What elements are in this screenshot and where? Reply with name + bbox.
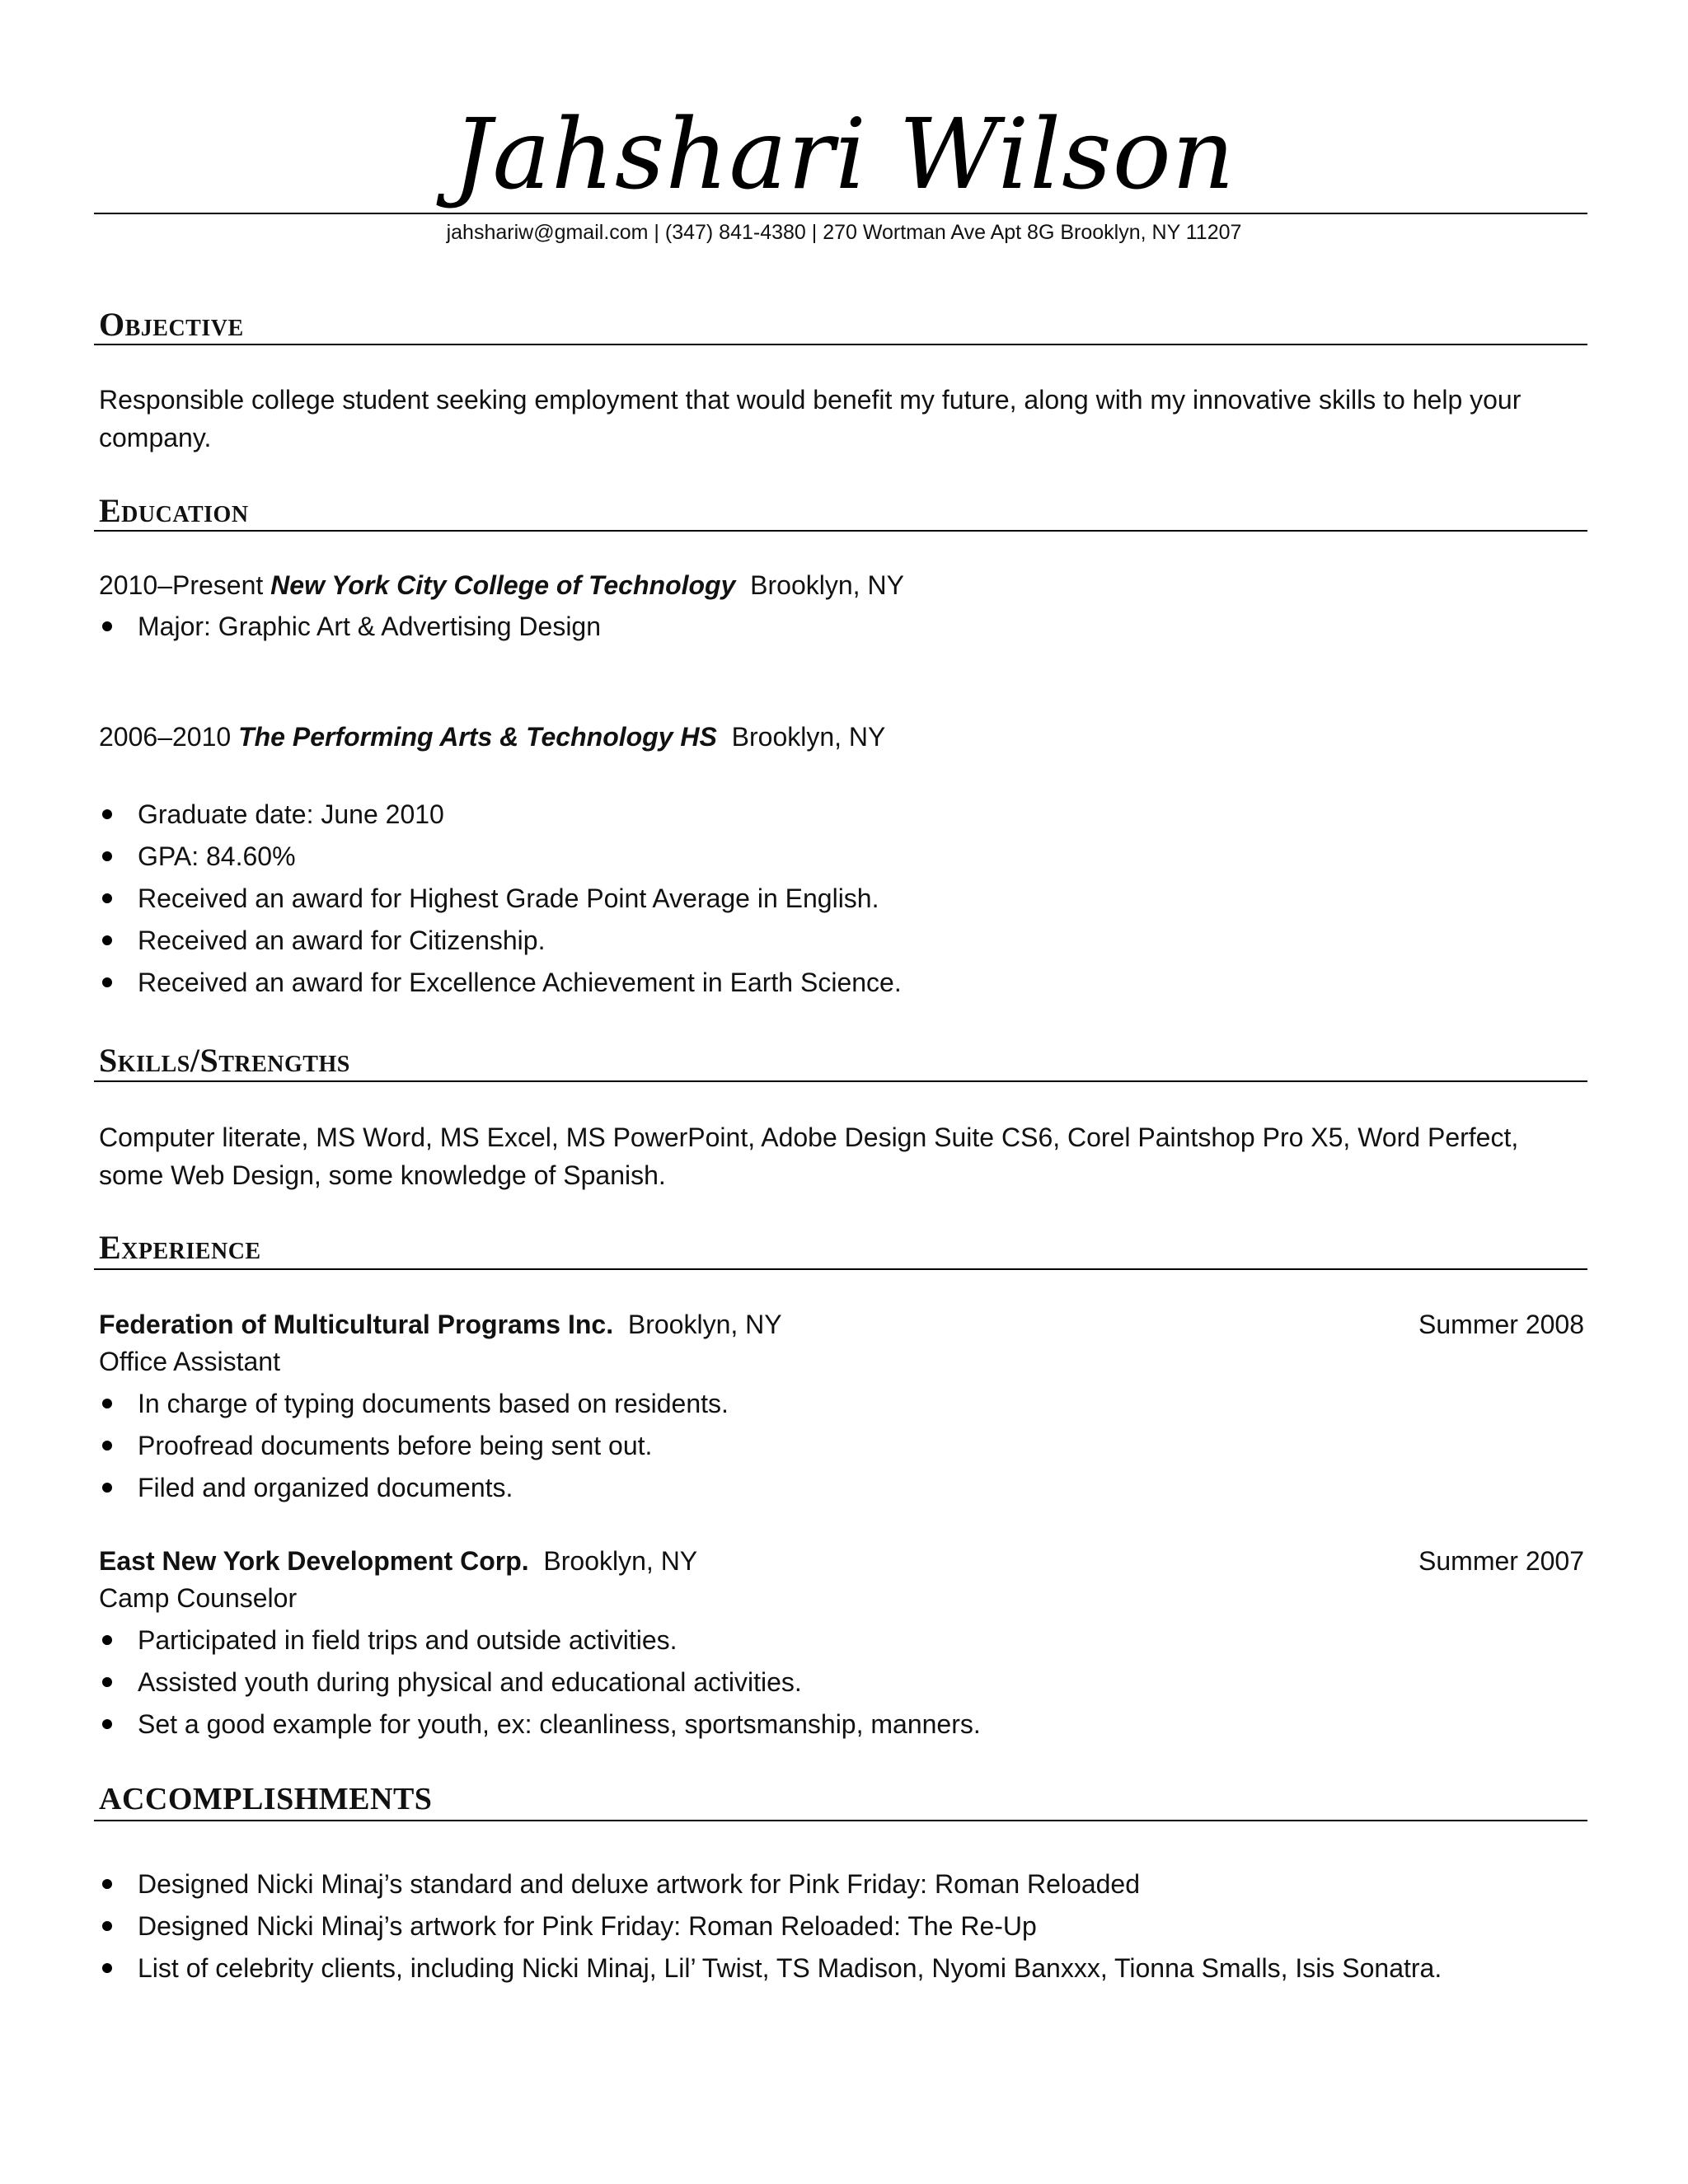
experience-rule [94,1268,1587,1270]
education-dates: 2006–2010 [99,722,232,752]
education-school: The Performing Arts & Technology HS [238,722,717,752]
list-item: Proofread documents before being sent out. [99,1427,729,1469]
list-item: Assisted youth during physical and educational activities. [99,1664,981,1706]
list-item: Received an award for Highest Grade Point Average in English. [99,880,902,922]
list-item: List of celebrity clients, including Nicki Minaj, Lil’ Twist, TS Madison, Nyomi Banxxx, Tionna Smalls, Isis Sonatra. [99,1950,1442,1992]
list-item: Graduate date: June 2010 [99,796,902,838]
education-entry-2-header [99,719,885,755]
bullet-icon [102,977,112,987]
bullet-icon [102,1879,112,1889]
list-item: Filed and organized documents. [99,1469,729,1511]
skills-heading: Skills/Strengths [99,1042,350,1079]
bullet-icon [102,1677,112,1687]
bullet-icon [102,1921,112,1931]
objective-rule [94,344,1587,345]
education-entry-1-bullets [99,608,601,650]
resume-name: Jahshari Wilson [452,97,1236,211]
bullet-icon [102,893,112,903]
experience-date: Summer 2008 [1418,1310,1584,1339]
education-entry-1-header [99,567,904,603]
experience-date: Summer 2007 [1418,1546,1584,1576]
accomplishments-rule [94,1820,1587,1821]
list-item: Received an award for Excellence Achievement in Earth Science. [99,964,902,1006]
list-item: Designed Nicki Minaj’s standard and deluxe artwork for Pink Friday: Roman Reloaded [99,1866,1442,1908]
list-item: Received an award for Citizenship. [99,922,902,964]
skills-text: Computer literate, MS Word, MS Excel, MS PowerPoint, Adobe Design Suite CS6, Corel Paintshop Pro X5, Word Perfect, some Web Design, some knowledge of Spanish. [99,1122,1519,1190]
list-item: In charge of typing documents based on residents. [99,1385,729,1427]
bullet-icon [102,1635,112,1645]
list-item: Set a good example for youth, ex: cleanliness, sportsmanship, manners. [99,1706,981,1748]
experience-role: Camp Counselor [99,1583,298,1613]
skills-rule [94,1080,1587,1082]
bullet-icon [102,1399,112,1408]
header-rule [94,213,1587,214]
accomplishments-heading: ACCOMPLISHMENTS [99,1782,433,1816]
experience-heading: Experience [99,1229,261,1266]
bullet-icon [102,935,112,945]
education-rule [94,530,1587,532]
list-item: Participated in field trips and outside activities. [99,1622,981,1664]
objective-text: Responsible college student seeking employment that would benefit my future, along with my innovative skills to help your company. [99,385,1522,452]
list-item: Major: Graphic Art & Advertising Design [99,608,601,650]
bullet-icon [102,809,112,819]
education-heading: Education [99,492,249,529]
experience-entry-2-header [99,1543,697,1579]
bullet-icon [102,1719,112,1729]
education-dates: 2010–Present [99,570,264,600]
education-entry-2-bullets [99,796,902,1006]
experience-role: Office Assistant [99,1347,280,1376]
bullet-icon [102,1963,112,1973]
experience-org: East New York Development Corp. [99,1546,529,1576]
list-item: GPA: 84.60% [99,838,902,880]
bullet-icon [102,621,112,631]
education-school: New York City College of Technology [270,570,736,600]
experience-location: Brooklyn, NY [627,1310,782,1339]
bullet-icon [102,1441,112,1451]
experience-entry-2-bullets [99,1622,981,1748]
education-location: Brooklyn, NY [750,570,904,600]
accomplishments-bullets [99,1866,1442,1992]
experience-entry-1-header [99,1306,782,1343]
bullet-icon [102,1483,112,1493]
experience-entry-1-bullets [99,1385,729,1511]
objective-heading: Objective [99,306,244,343]
experience-org: Federation of Multicultural Programs Inc. [99,1310,614,1339]
contact-line: jahshariw@gmail.com | (347) 841-4380 | 270 Wortman Ave Apt 8G Brooklyn, NY 11207 [446,221,1242,244]
education-location: Brooklyn, NY [731,722,886,752]
experience-location: Brooklyn, NY [543,1546,698,1576]
list-item: Designed Nicki Minaj’s artwork for Pink Friday: Roman Reloaded: The Re-Up [99,1908,1442,1950]
bullet-icon [102,851,112,861]
